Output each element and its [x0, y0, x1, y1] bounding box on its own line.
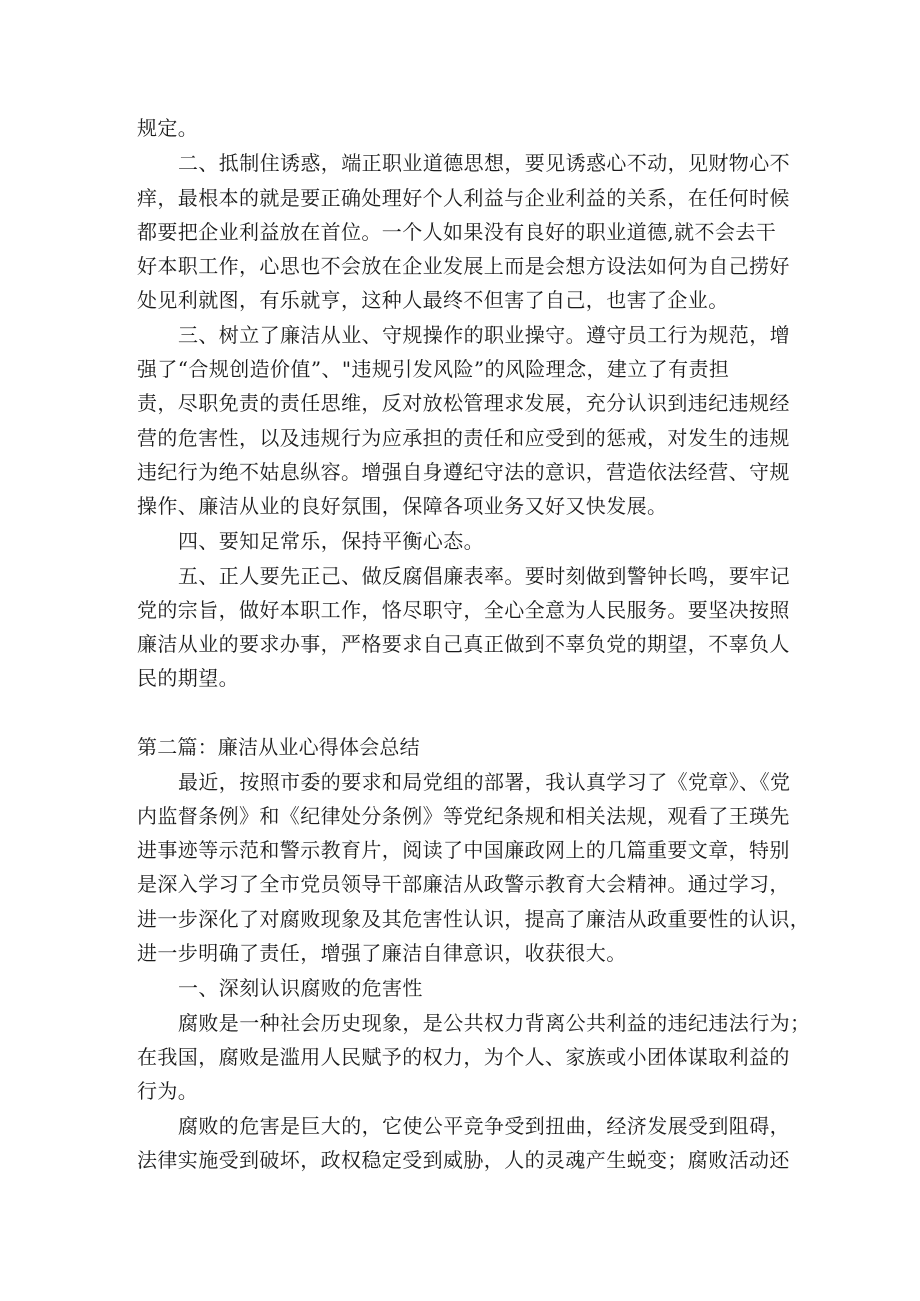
text-line: 廉洁从业的要求办事，严格要求自己真正做到不辜负党的期望，不辜负人: [137, 632, 790, 656]
text-line: 内监督条例》和《纪律处分条例》等党纪条规和相关法规，观看了王瑛先: [137, 804, 790, 828]
text-line: 进事迹等示范和警示教育片，阅读了中国廉政网上的几篇重要文章，特别: [137, 838, 790, 862]
text-line: 责，尽职免责的责任思维，反对放松管理求发展，充分认识到违纪违规经: [137, 391, 790, 415]
text-line: 规定。: [137, 116, 199, 140]
text-line: 违纪行为绝不姑息纵容。增强自身遵纪守法的意识，营造依法经营、守规: [137, 460, 790, 484]
text-line: 是深入学习了全市党员领导干部廉洁从政警示教育大会精神。通过学习，: [137, 872, 790, 896]
section-title: 第二篇：廉洁从业心得体会总结: [137, 735, 420, 759]
text-line: 在我国，腐败是滥用人民赋予的权力，为个人、家族或小团体谋取利益的: [137, 1045, 790, 1069]
subheading: 一、深刻认识腐败的危害性: [178, 976, 423, 1000]
text-line: 营的危害性，以及违规行为应承担的责任和应受到的惩戒，对发生的违规: [137, 426, 790, 450]
text-line: 进一步深化了对腐败现象及其危害性认识，提高了廉洁从政重要性的认识，: [137, 907, 811, 931]
text-line: 法律实施受到破坏，政权稳定受到威胁，人的灵魂产生蜕变；腐败活动还: [137, 1148, 790, 1172]
paragraph-definition-start: 腐败是一种社会历史现象，是公共权力背离公共利益的违纪违法行为；: [178, 1011, 811, 1035]
text-line: 操作、廉洁从业的良好氛围，保障各项业务又好又快发展。: [137, 494, 668, 518]
text-line: 党的宗旨，做好本职工作，恪尽职守，全心全意为人民服务。要坚决按照: [137, 598, 790, 622]
text-line: 好本职工作，心思也不会放在企业发展上而是会想方设法如何为自己捞好: [137, 254, 790, 278]
paragraph-5-start: 五、正人要先正己、做反腐倡廉表率。要时刻做到警钟长鸣，要牢记: [178, 564, 790, 588]
text-line: 都要把企业利益放在首位。一个人如果没有良好的职业道德,就不会去干: [137, 220, 777, 244]
text-line: 强了“合规创造价值”、"违规引发风险”的风险理念，建立了有责担: [137, 357, 730, 381]
paragraph-4: 四、要知足常乐，保持平衡心态。: [178, 529, 484, 553]
paragraph-intro-start: 最近，按照市委的要求和局党组的部署，我认真学习了《党章》、《党: [178, 770, 791, 794]
text-line: 痒，最根本的就是要正确处理好个人利益与企业利益的关系，在任何时候: [137, 186, 790, 210]
paragraph-3-start: 三、树立了廉洁从业、守规操作的职业操守。遵守员工行为规范，增: [178, 323, 790, 347]
paragraph-harm-start: 腐败的危害是巨大的，它使公平竞争受到扭曲，经济发展受到阻碍，: [178, 1114, 790, 1138]
text-line: 进一步明确了责任，增强了廉洁自律意识，收获很大。: [137, 941, 627, 965]
text-line: 民的期望。: [137, 666, 239, 690]
text-line: 行为。: [137, 1079, 199, 1103]
text-line: 处见利就图，有乐就亨，这种人最终不但害了自己，也害了企业。: [137, 288, 729, 312]
paragraph-2-start: 二、抵制住诱惑，端正职业道德思想，要见诱惑心不动，见财物心不: [178, 151, 790, 175]
